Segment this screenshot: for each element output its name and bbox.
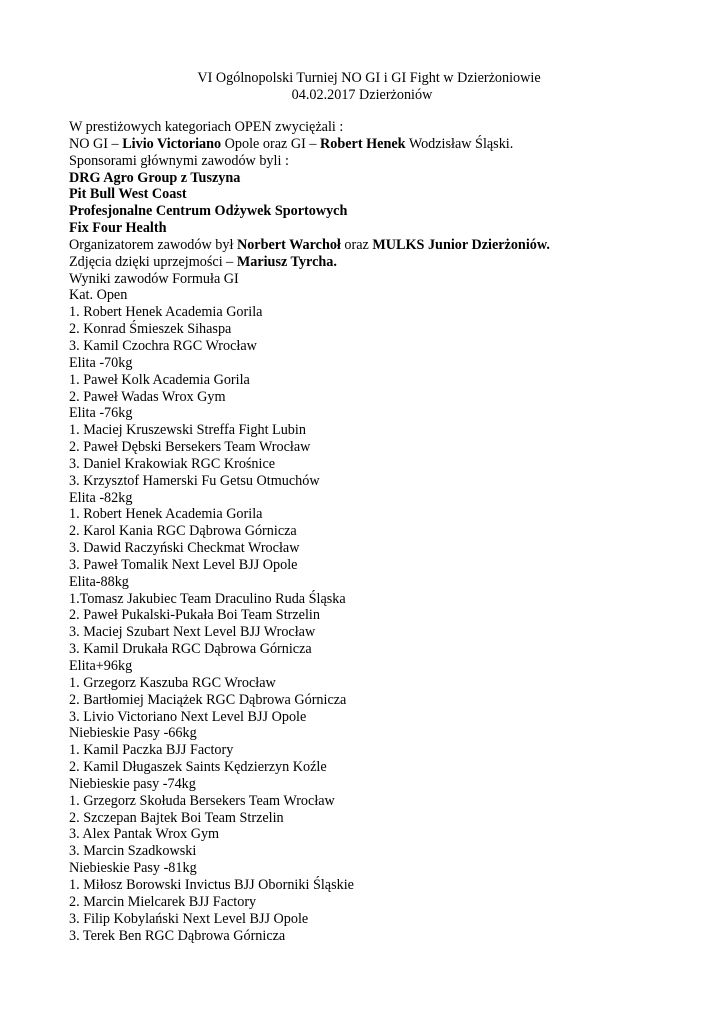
photos-author: Mariusz Tyrcha.: [236, 253, 337, 270]
result-entry: 1. Grzegorz Skołuda Bersekers Team Wrocław: [69, 792, 335, 809]
result-category: Elita -82kg: [69, 489, 133, 506]
results-list: [69, 287, 709, 944]
sponsor-name: Fix Four Health: [69, 220, 167, 237]
result-entry: 2. Szczepan Bajtek Boi Team Strzelin: [69, 809, 284, 826]
sponsor-line: [69, 203, 709, 220]
gi-winner: Robert Henek: [320, 135, 406, 152]
gi-suffix: Wodzisław Śląski.: [405, 135, 514, 152]
open-winners-heading: W prestiżowych kategoriach OPEN zwyciężali :: [69, 119, 344, 135]
organizer-mid: oraz: [340, 236, 373, 253]
result-entry: 3. Daniel Krakowiak RGC Krośnice: [69, 455, 276, 472]
result-entry: 1. Miłosz Borowski Invictus BJJ Oborniki Śląskie: [69, 876, 354, 893]
result-entry: 3. Marcin Szadkowski: [69, 843, 197, 860]
results-heading: Wyniki zawodów Formuła GI: [69, 270, 239, 287]
sponsors-heading: Sponsorami głównymi zawodów byli :: [69, 152, 289, 169]
result-category: Elita+96kg: [69, 658, 133, 674]
result-entry: 2. Konrad Śmieszek Sihaspa: [69, 321, 232, 338]
result-entry: 1. Maciej Kruszewski Streffa Fight Lubin: [69, 422, 306, 439]
result-entry: 3. Livio Victoriano Next Level BJJ Opole: [69, 708, 307, 725]
result-entry: 2. Bartłomiej Maciążek RGC Dąbrowa Górnicza: [69, 691, 347, 708]
result-entry: 2. Paweł Dębski Bersekers Team Wrocław: [69, 439, 311, 456]
result-category: Elita -76kg: [69, 405, 133, 422]
result-entry: 3. Kamil Czochra RGC Wrocław: [69, 337, 257, 354]
sponsor-line: [69, 186, 709, 203]
result-entry: 2. Paweł Wadas Wrox Gym: [69, 388, 226, 405]
document-body: [69, 119, 709, 944]
result-entry: 3. Kamil Drukała RGC Dąbrowa Górnicza: [69, 641, 312, 658]
document-title: VI Ogólnopolski Turniej NO GI i GI Fight w Dzierżoniowie: [197, 70, 541, 86]
result-category: Niebieskie Pasy -66kg: [69, 725, 197, 742]
organizer-person: Norbert Warchoł: [236, 236, 341, 253]
result-entry: 1. Robert Henek Academia Gorila: [69, 304, 263, 321]
organizer-club: MULKS Junior Dzierżoniów.: [372, 236, 550, 253]
sponsor-name: Pit Bull West Coast: [69, 186, 187, 203]
result-entry: 2. Karol Kania RGC Dąbrowa Górnicza: [69, 523, 297, 540]
sponsor-name: Profesjonalne Centrum Odżywek Sportowych: [69, 203, 348, 220]
sponsor-line: [69, 220, 709, 237]
result-entry: 1.Tomasz Jakubiec Team Draculino Ruda Śląska: [69, 590, 346, 607]
result-entry: 2. Marcin Mielcarek BJJ Factory: [69, 893, 257, 910]
result-category: Niebieskie pasy -74kg: [69, 775, 196, 792]
sponsor-name: DRG Agro Group z Tuszyna: [69, 169, 241, 186]
result-entry: 3. Terek Ben RGC Dąbrowa Górnicza: [69, 927, 286, 944]
document-date-location: 04.02.2017 Dzierżoniów: [291, 87, 433, 103]
organizer-line: [69, 237, 709, 254]
nogi-winner: Livio Victoriano: [122, 135, 222, 152]
result-entry: 3. Paweł Tomalik Next Level BJJ Opole: [69, 556, 298, 573]
result-entry: 3. Dawid Raczyński Checkmat Wrocław: [69, 540, 300, 557]
result-entry: 1. Robert Henek Academia Gorila: [69, 506, 263, 523]
result-category: Elita-88kg: [69, 573, 129, 590]
nogi-mid: Opole oraz GI –: [221, 135, 321, 152]
open-winners-line: [69, 136, 709, 153]
result-entry: 3. Alex Pantak Wrox Gym: [69, 826, 220, 843]
result-entry: 1. Kamil Paczka BJJ Factory: [69, 742, 234, 759]
result-category: Kat. Open: [69, 287, 128, 304]
nogi-prefix: NO GI –: [69, 135, 123, 152]
photos-prefix: Zdjęcia dzięki uprzejmości –: [69, 253, 237, 270]
sponsor-line: [69, 170, 709, 187]
result-entry: 3. Filip Kobylański Next Level BJJ Opole: [69, 910, 309, 927]
result-category: Niebieskie Pasy -81kg: [69, 860, 197, 877]
result-entry: 1. Paweł Kolk Academia Gorila: [69, 371, 250, 388]
result-entry: 2. Paweł Pukalski-Pukała Boi Team Strzelin: [69, 607, 320, 624]
photos-credit-line: [69, 254, 709, 271]
result-entry: 3. Krzysztof Hamerski Fu Getsu Otmuchów: [69, 472, 320, 489]
organizer-prefix: Organizatorem zawodów był: [69, 236, 237, 253]
result-entry: 2. Kamil Długaszek Saints Kędzierzyn Koźle: [69, 759, 327, 776]
result-entry: 3. Maciej Szubart Next Level BJJ Wrocław: [69, 624, 316, 641]
result-category: Elita -70kg: [69, 354, 133, 371]
result-entry: 1. Grzegorz Kaszuba RGC Wrocław: [69, 674, 276, 691]
